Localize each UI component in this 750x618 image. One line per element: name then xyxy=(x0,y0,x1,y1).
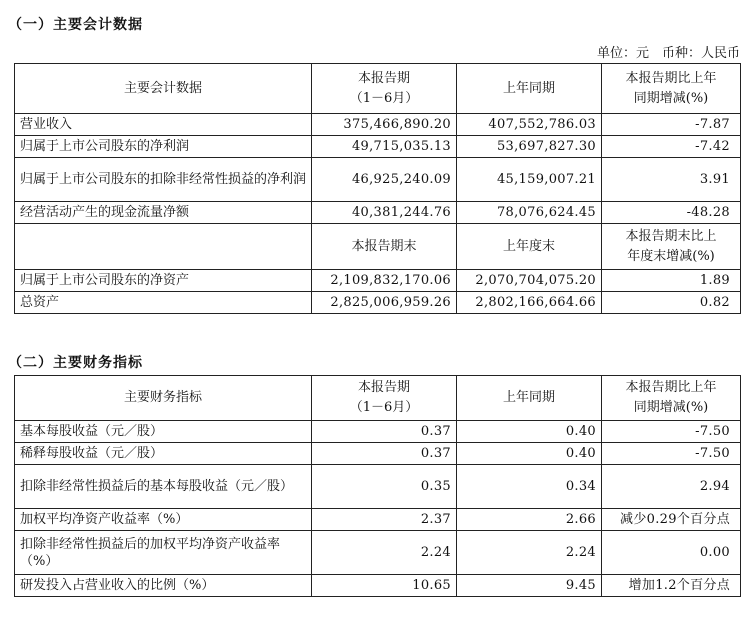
table-row xyxy=(15,575,741,597)
row-current-value: 0.35 xyxy=(312,465,457,509)
row-current-value: 40,381,244.76 xyxy=(312,202,457,224)
row-label: 归属于上市公司股东的净利润 xyxy=(15,136,312,158)
table-row xyxy=(15,136,741,158)
header-change-line2: 同期增减(%) xyxy=(633,400,709,415)
row-change-value: 减少0.29个百分点 xyxy=(602,509,741,531)
row-label: 扣除非经常性损益后的加权平均净资产收益率（%） xyxy=(15,531,312,575)
row-label: 研发投入占营业收入的比例（%） xyxy=(15,575,312,597)
row-prior-value: 2,070,704,075.20 xyxy=(457,270,602,292)
row-current-value: 375,466,890.20 xyxy=(312,114,457,136)
table-row xyxy=(15,531,741,575)
table-subheader-row xyxy=(15,224,741,270)
row-current-value: 2,825,006,959.26 xyxy=(312,292,457,314)
row-current-value: 46,925,240.09 xyxy=(312,158,457,202)
row-change-value: 增加1.2个百分点 xyxy=(602,575,741,597)
row-label: 稀释每股收益（元／股） xyxy=(15,443,312,465)
row-change-value: 3.91 xyxy=(602,158,741,202)
row-prior-value: 9.45 xyxy=(457,575,602,597)
row-prior-value: 53,697,827.30 xyxy=(457,136,602,158)
row-current-value: 10.65 xyxy=(312,575,457,597)
accounting-data-table xyxy=(14,63,741,314)
table-row xyxy=(15,270,741,292)
row-label: 经营活动产生的现金流量净额 xyxy=(15,202,312,224)
row-prior-value: 45,159,007.21 xyxy=(457,158,602,202)
row-label: 加权平均净资产收益率（%） xyxy=(15,509,312,531)
section-title-financial-indicators: （二）主要财务指标 xyxy=(8,355,143,371)
table-row xyxy=(15,292,741,314)
row-label: 基本每股收益（元／股） xyxy=(15,421,312,443)
table-row xyxy=(15,443,741,465)
unit-currency-note: 单位：元 币种：人民币 xyxy=(596,46,740,61)
subheader-empty-cell xyxy=(15,224,312,270)
row-change-value: -7.87 xyxy=(602,114,741,136)
row-label: 归属于上市公司股东的净资产 xyxy=(15,270,312,292)
row-prior-value: 2,802,166,664.66 xyxy=(457,292,602,314)
subheader-change xyxy=(602,224,741,270)
row-prior-value: 0.34 xyxy=(457,465,602,509)
row-label: 总资产 xyxy=(15,292,312,314)
header-indicator: 主要会计数据 xyxy=(15,64,312,114)
table-row xyxy=(15,202,741,224)
header-prior-period: 上年同期 xyxy=(457,376,602,421)
header-current-period-line1: 本报告期 xyxy=(357,380,410,395)
row-change-value: 0.00 xyxy=(602,531,741,575)
subheader-change-line2: 年度末增减(%) xyxy=(627,248,715,264)
table-row xyxy=(15,465,741,509)
row-label: 营业收入 xyxy=(15,114,312,136)
table-header-row xyxy=(15,376,741,421)
subheader-change-line1: 本报告期末比上 xyxy=(625,228,717,244)
table-header-row xyxy=(15,64,741,114)
row-prior-value: 2.66 xyxy=(457,509,602,531)
row-prior-value: 2.24 xyxy=(457,531,602,575)
row-prior-value: 78,076,624.45 xyxy=(457,202,602,224)
header-current-period-line1: 本报告期 xyxy=(357,70,410,86)
table-row xyxy=(15,114,741,136)
row-change-value: 2.94 xyxy=(602,465,741,509)
row-change-value: 1.89 xyxy=(602,270,741,292)
row-prior-value: 407,552,786.03 xyxy=(457,114,602,136)
row-current-value: 2.24 xyxy=(312,531,457,575)
row-prior-value: 0.40 xyxy=(457,421,602,443)
header-current-period xyxy=(312,64,457,114)
table-row xyxy=(15,509,741,531)
subheader-period-end: 本报告期末 xyxy=(312,224,457,270)
row-current-value: 2,109,832,170.06 xyxy=(312,270,457,292)
row-label: 扣除非经常性损益后的基本每股收益（元／股） xyxy=(15,465,312,509)
header-current-period xyxy=(312,376,457,421)
section-title-accounting-data: （一）主要会计数据 xyxy=(8,17,143,33)
financial-indicators-table xyxy=(14,375,741,597)
row-change-value: -7.42 xyxy=(602,136,741,158)
header-prior-period: 上年同期 xyxy=(457,64,602,114)
header-indicator: 主要财务指标 xyxy=(15,376,312,421)
header-change xyxy=(602,64,741,114)
row-current-value: 49,715,035.13 xyxy=(312,136,457,158)
header-change-line2: 同期增减(%) xyxy=(633,90,709,106)
row-change-value: -7.50 xyxy=(602,421,741,443)
row-label: 归属于上市公司股东的扣除非经常性损益的净利润 xyxy=(15,158,312,202)
row-current-value: 0.37 xyxy=(312,443,457,465)
header-change-line1: 本报告期比上年 xyxy=(625,70,717,86)
subheader-prior-year-end: 上年度末 xyxy=(457,224,602,270)
row-change-value: -7.50 xyxy=(602,443,741,465)
header-change-line1: 本报告期比上年 xyxy=(625,380,717,395)
row-prior-value: 0.40 xyxy=(457,443,602,465)
table-row xyxy=(15,421,741,443)
header-current-period-line2: （1－6月） xyxy=(349,400,419,415)
header-current-period-line2: （1－6月） xyxy=(349,90,419,106)
table-row xyxy=(15,158,741,202)
row-current-value: 0.37 xyxy=(312,421,457,443)
row-current-value: 2.37 xyxy=(312,509,457,531)
row-change-value: -48.28 xyxy=(602,202,741,224)
row-change-value: 0.82 xyxy=(602,292,741,314)
header-change xyxy=(602,376,741,421)
